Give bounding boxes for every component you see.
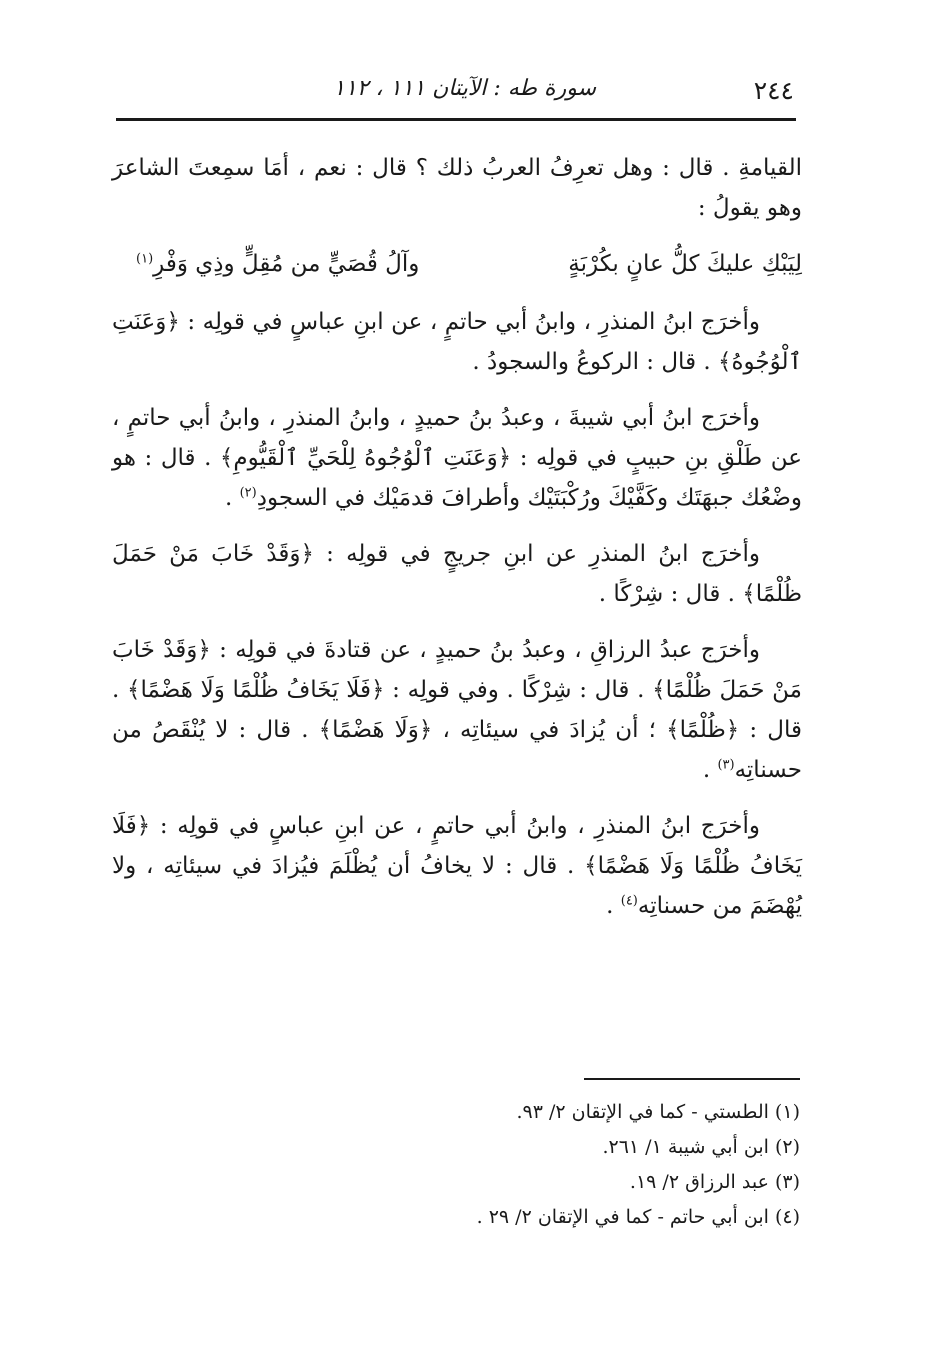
paragraph-6-text: وأخرَج ابنُ المنذرِ ، وابنُ أبي حاتمٍ ، عن ابنِ عباسٍ في قولِه : ﴿فَلَا يَخَافُ ظُلْمًا وَلَا هَضْمًا﴾ . قال : لا يخافُ أن يُظْلَمَ فيُزادَ في سيئاتِه ، ولا يُهْضَمَ من حسناتِه — [112, 813, 802, 919]
paragraph-1: القيامةِ . قال : وهل تعرِفُ العربُ ذلك ؟ قال : نعم ، أمَا سمِعتَ الشاعرَ وهو يقولُ : — [112, 155, 802, 221]
footnote-ref-1: (١) — [136, 251, 154, 267]
paragraph-6 — [112, 806, 802, 926]
poetry-verse — [112, 244, 802, 284]
paragraph-2: وأخرَج ابنُ المنذرِ ، وابنُ أبي حاتمٍ ، عن ابنِ عباسٍ في قولِه : ﴿وَعَنَتِ ٱلْوُجُوهُ﴾ . قال : الركوعُ والسجودُ . — [112, 309, 802, 375]
paragraph-3-text: وأخرَج ابنُ أبي شيبةَ ، وعبدُ بنُ حميدٍ ، وابنُ المنذرِ ، وابنُ أبي حاتمٍ ، عن طَلْقِ بنِ حبيبٍ في قولِه : ﴿وَعَنَتِ ٱلْوُجُوهُ لِلْحَيِّ ٱلْقَيُّومِ﴾ . قال : هو وضْعُك جبهَتَك وكَفَّيْكَ ورُكْبَتَيْك وأطرافَ قدمَيْك في السجودِ — [112, 405, 802, 511]
paragraph-3-end: . — [224, 485, 240, 511]
page-header — [118, 72, 794, 112]
paragraph-5-end: . — [702, 757, 718, 783]
footnote-2: (٢) ابن أبي شيبة ١/ ٢٦١. — [602, 1136, 800, 1158]
footnote-ref-3: (٣) — [717, 757, 735, 773]
verse-hemistich-1: لِيَبْكِ عليكَ كلُّ عانٍ بكُرْبَةٍ — [568, 251, 802, 277]
footnotes — [240, 1095, 800, 1235]
running-title: سورة طه : الآيتان ١١١ ، ١١٢ — [333, 76, 596, 101]
footnote-ref-4: (٤) — [620, 893, 638, 909]
verse-hemistich-2 — [136, 244, 419, 284]
paragraph-4: وأخرَج ابنُ المنذرِ عن ابنِ جريجٍ في قولِه : ﴿وَقَدْ خَابَ مَنْ حَمَلَ ظُلْمًا﴾ . قال : شِرْكًا . — [112, 541, 802, 607]
page-number: ٢٤٤ — [753, 76, 794, 105]
paragraph-5-text: وأخرَج عبدُ الرزاقِ ، وعبدُ بنُ حميدٍ ، عن قتادةَ في قولِه : ﴿وَقَدْ خَابَ مَنْ حَمَلَ ظُلْمًا﴾ . قال : شِرْكًا . وفي قولِه : ﴿فَلَا يَخَافُ ظُلْمًا وَلَا هَضْمًا﴾ . قال : ﴿ظُلْمًا﴾ ؛ أن يُزادَ في سيئاتِه ، ﴿وَلَا هَضْمًا﴾ . قال : لا يُنْقَصُ من حسناتِه — [112, 637, 802, 783]
main-text — [112, 148, 802, 942]
header-rule — [116, 118, 796, 121]
verse-hemistich-2-text: وآلُ قُصَيٍّ من مُقِلٍّ وذِي وَفْرِ — [153, 251, 420, 277]
footnote-3: (٣) عبد الرزاق ٢/ ١٩. — [629, 1171, 800, 1193]
paragraph-3 — [112, 398, 802, 518]
paragraph-6-end: . — [606, 893, 621, 919]
paragraph-5 — [112, 630, 802, 790]
footnote-4: (٤) ابن أبي حاتم - كما في الإتقان ٢/ ٢٩ . — [476, 1206, 800, 1228]
footnote-1: (١) الطستي - كما في الإتقان ٢/ ٩٣. — [516, 1101, 800, 1123]
footnote-ref-2: (٢) — [239, 485, 257, 501]
footnote-rule — [584, 1078, 800, 1080]
